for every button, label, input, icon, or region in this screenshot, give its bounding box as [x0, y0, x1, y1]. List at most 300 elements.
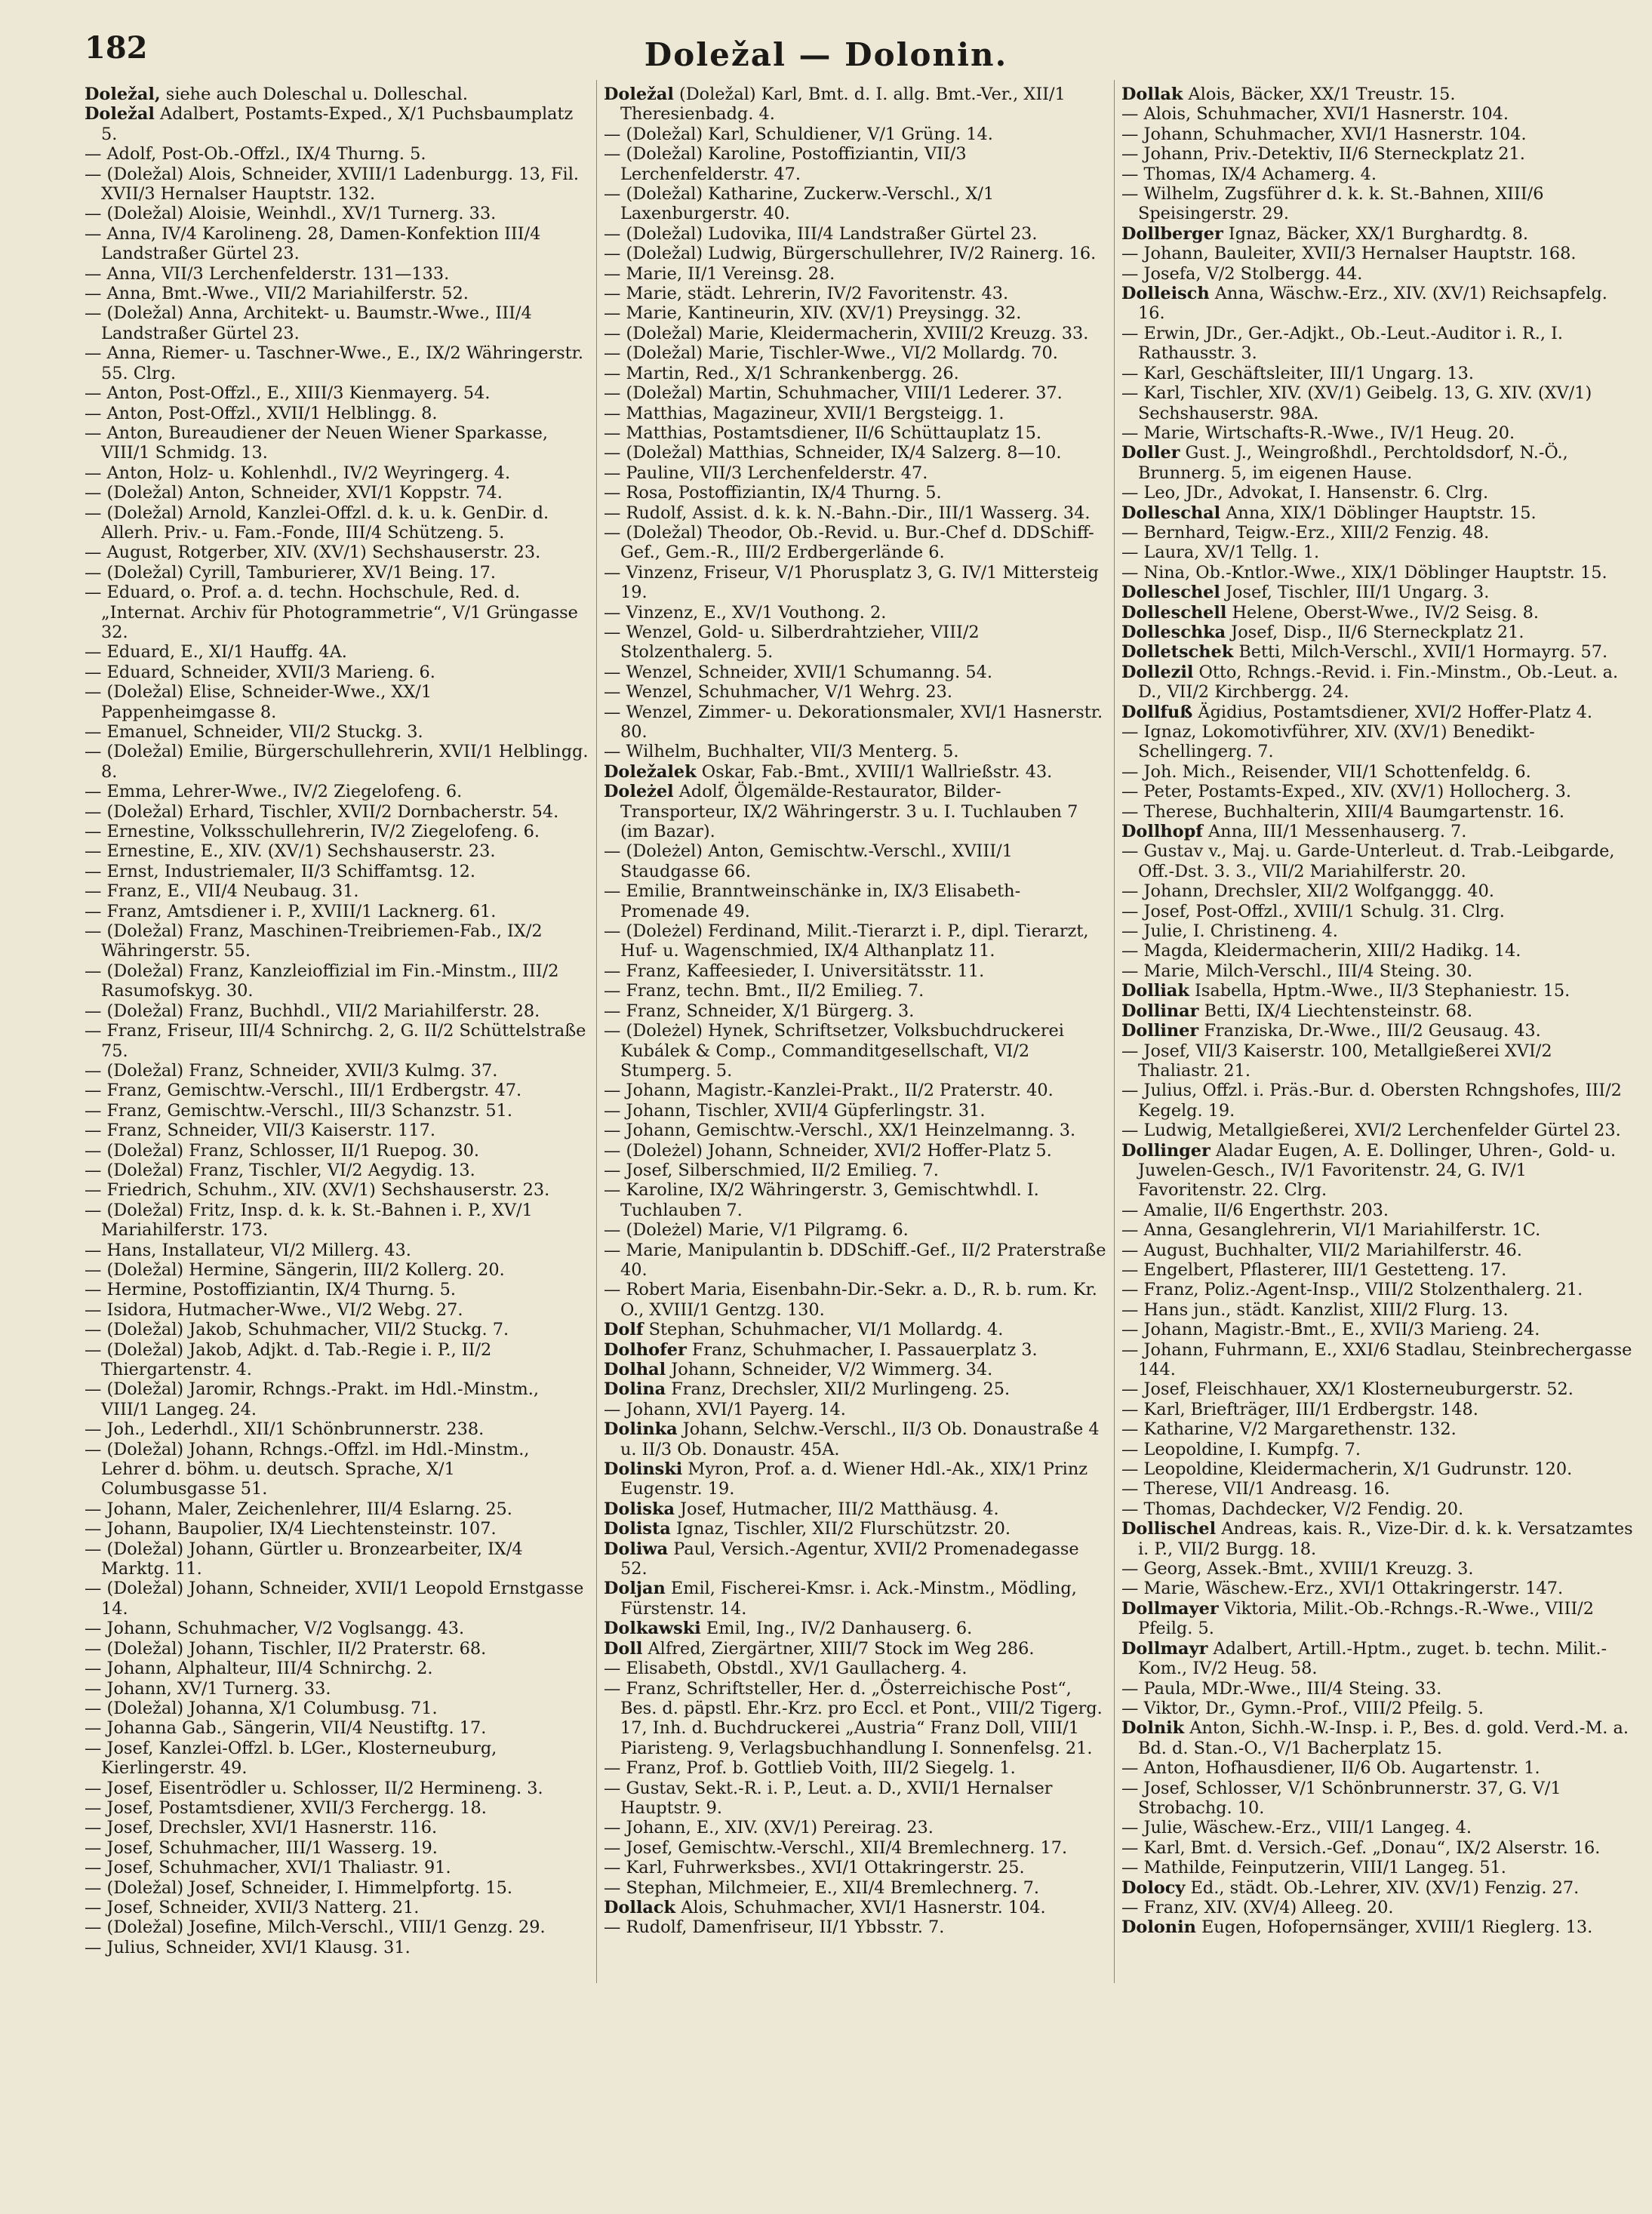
directory-entry [1121, 1241, 1635, 1260]
entry-detail: — August, Buchhalter, VII/2 Mariahilferstr. 46. [1121, 1240, 1522, 1260]
entry-detail: — Friedrich, Schuhm., XIV. (XV/1) Sechshauserstr. 23. [85, 1180, 550, 1201]
entry-detail: — (Doležal) Karl, Schuldiener, V/1 Grüng. 14. [604, 124, 993, 144]
entry-detail: — (Doležal) Katharine, Zuckerw.-Verschl., X/1 Laxenburgerstr. 40. [604, 184, 995, 224]
directory-entry [85, 503, 590, 543]
directory-entry [85, 1519, 590, 1539]
entry-detail: — Emanuel, Schneider, VII/2 Stuckg. 3. [85, 722, 423, 742]
entry-detail: — Joh., Lederhdl., XII/1 Schönbrunnerstr. 238. [85, 1419, 485, 1440]
directory-entry [1121, 1400, 1635, 1419]
directory-entry [604, 244, 1109, 263]
entry-surname: Dolletschek [1121, 642, 1234, 663]
entry-detail: — Marie, Wäschew.-Erz., XVI/1 Ottakringerstr. 147. [1121, 1579, 1564, 1599]
entry-detail: Paul, Versich.-Agentur, XVII/2 Promenadegasse 52. [620, 1539, 1079, 1579]
entry-detail: — (Doležal) Jaromir, Rchngs.-Prakt. im Hdl.-Minstm., VIII/1 Langeg. 24. [85, 1379, 539, 1419]
entry-detail: — Thomas, IX/4 Achamerg. 4. [1121, 164, 1377, 184]
entry-surname: Dolhal [604, 1360, 666, 1379]
entry-detail: Adolf, Ölgemälde-Restaurator, Bilder-Transporteur, IX/2 Währingerstr. 3 u. I. Tuchlauben 7 (im Bazar). [620, 782, 1078, 842]
directory-entry [85, 563, 590, 583]
entry-detail: — Josef, Fleischhauer, XX/1 Klosterneuburgerstr. 52. [1121, 1379, 1574, 1400]
directory-entry [1121, 364, 1635, 383]
directory-entry [604, 1141, 1109, 1161]
entry-detail: — (Doležal) Franz, Tischler, VI/2 Aegydig. 13. [85, 1160, 475, 1180]
directory-entry [85, 383, 590, 403]
directory-entry [85, 204, 590, 223]
directory-entry [85, 1619, 590, 1638]
directory-entry [85, 1061, 590, 1081]
entry-detail: — Marie, städt. Lehrerin, IV/2 Favoritenstr. 43. [604, 284, 1009, 304]
directory-entry [604, 1858, 1109, 1877]
entry-detail: Josef, Tischler, III/1 Ungarg. 3. [1220, 583, 1490, 603]
directory-entry [85, 802, 590, 822]
directory-entry [1121, 921, 1635, 941]
entry-detail: Adalbert, Artill.-Hptm., zuget. b. techn. Milit.-Kom., IV/2 Heug. 58. [1138, 1638, 1607, 1679]
directory-entry [85, 1260, 590, 1280]
column-3 [1121, 85, 1635, 1938]
directory-entry [604, 1459, 1109, 1499]
entry-detail: — Ignaz, Lokomotivführer, XIV. (XV/1) Benedikt-Schellingerg. 7. [1121, 722, 1535, 762]
directory-entry [1121, 423, 1635, 443]
directory-entry [1121, 483, 1635, 503]
entry-detail: — Johann, Drechsler, XII/2 Wolfganggg. 40. [1121, 881, 1494, 902]
entry-detail: Andreas, kais. R., Vize-Dir. d. k. k. Versatzamtes i. P., VII/2 Burgg. 18. [1138, 1519, 1633, 1559]
directory-entry [604, 1180, 1109, 1220]
directory-entry [604, 961, 1109, 981]
entry-detail: — (Doležal) Franz, Schlosser, II/1 Ruepog. 30. [85, 1140, 480, 1161]
directory-entry [604, 523, 1109, 563]
directory-entry [1121, 264, 1635, 284]
entry-detail: — Gustav, Sekt.-R. i. P., Leut. a. D., XVII/1 Hernalser Hauptstr. 9. [604, 1778, 1053, 1818]
entry-detail: — Marie, Wirtschafts-R.-Wwe., IV/1 Heug. 20. [1121, 423, 1515, 443]
directory-entry [604, 443, 1109, 463]
directory-entry [1121, 85, 1635, 104]
directory-entry [604, 1519, 1109, 1539]
directory-entry [1121, 284, 1635, 324]
entry-detail: — Wenzel, Gold- u. Silberdrahtzieher, VIII/2 Stolzenthalerg. 5. [604, 622, 980, 663]
directory-entry [85, 85, 590, 104]
entry-detail: — Johann, Priv.-Detektiv, II/6 Sterneckplatz 21. [1121, 144, 1525, 165]
column-1 [85, 85, 590, 1957]
directory-entry [85, 543, 590, 562]
entry-surname: Doller [1121, 443, 1180, 463]
entry-detail: — Franz, Kaffeesieder, I. Universitätsstr. 11. [604, 961, 985, 981]
directory-entry [1121, 1201, 1635, 1220]
entry-detail: — Vinzenz, E., XV/1 Vouthong. 2. [604, 602, 887, 623]
entry-detail: — Bernhard, Teigw.-Erz., XIII/2 Fenzig. 48. [1121, 522, 1490, 543]
directory-entry [1121, 1818, 1635, 1837]
entry-detail: — (Doležal) Ludwig, Bürgerschullehrer, IV/2 Rainerg. 16. [604, 244, 1097, 264]
entry-detail: — (Doleżel) Marie, V/1 Pilgramg. 6. [604, 1220, 909, 1241]
directory-entry [85, 144, 590, 164]
entry-surname: Dollmayer [1121, 1598, 1219, 1619]
entry-detail: — Hans, Installateur, VI/2 Millerg. 43. [85, 1240, 411, 1260]
entry-detail: — (Doležal) Franz, Buchhdl., VII/2 Mariahilferstr. 28. [85, 1001, 540, 1021]
entry-surname: Doleżel [604, 782, 674, 802]
entry-detail: — Karl, Briefträger, III/1 Erdbergstr. 148. [1121, 1399, 1478, 1419]
entry-detail: — Josef, Schuhmacher, XVI/1 Thaliastr. 91. [85, 1858, 451, 1878]
directory-entry [604, 1220, 1109, 1240]
directory-entry [1121, 503, 1635, 523]
directory-entry [1121, 1499, 1635, 1519]
directory-entry [604, 383, 1109, 403]
entry-surname: Dollinger [1121, 1140, 1211, 1161]
directory-entry [1121, 324, 1635, 364]
entry-detail: — Thomas, Dachdecker, V/2 Fendig. 20. [1121, 1499, 1464, 1519]
directory-entry [85, 1917, 590, 1937]
directory-entry [85, 782, 590, 801]
directory-entry [1121, 623, 1635, 642]
directory-entry [604, 144, 1109, 184]
entry-surname: Dolinski [604, 1459, 683, 1480]
directory-entry [604, 921, 1109, 961]
directory-entry [85, 1579, 590, 1619]
entry-detail: — Johann, E., XIV. (XV/1) Pereirag. 23. [604, 1818, 934, 1838]
entry-detail: Betti, IX/4 Liechtensteinstr. 68. [1198, 1001, 1473, 1021]
entry-detail: Johann, Selchw.-Verschl., II/3 Ob. Donaustraße 4 u. II/3 Ob. Donaustr. 45A. [620, 1419, 1100, 1459]
entry-detail: — Eduard, o. Prof. a. d. techn. Hochschule, Red. d. „Internat. Archiv für Photogrammetrie“, V/1 Grüngasse 32. [85, 583, 578, 642]
entry-detail: — Anton, Post-Offzl., E., XIII/3 Kienmayerg. 54. [85, 383, 491, 404]
directory-entry [1121, 523, 1635, 543]
entry-detail: Anna, Wäschw.-Erz., XIV. (XV/1) Reichsapfelg. 16. [1138, 284, 1607, 324]
entry-detail: — Marie, Manipulantin b. DDSchiff.-Gef., II/2 Praterstraße 40. [604, 1240, 1106, 1280]
entry-detail: Ägidius, Postamtsdiener, XVI/2 Hoffer-Platz 4. [1192, 702, 1592, 722]
directory-entry [1121, 1519, 1635, 1559]
directory-entry [604, 1021, 1109, 1081]
directory-entry [1121, 902, 1635, 921]
entry-detail: — Alois, Schuhmacher, XVI/1 Hasnerstr. 104. [1121, 104, 1509, 125]
directory-entry [85, 1180, 590, 1200]
entry-detail: — Julius, Offzl. i. Präs.-Bur. d. Obersten Rchngshofes, III/2 Kegelg. 19. [1121, 1081, 1622, 1121]
directory-entry [1121, 1758, 1635, 1778]
entry-detail: Alois, Bäcker, XX/1 Treustr. 15. [1183, 85, 1456, 104]
entry-detail: Anna, III/1 Messenhauserg. 7. [1202, 822, 1467, 842]
directory-entry [1121, 1379, 1635, 1399]
entry-detail: Ignaz, Tischler, XII/2 Flurschützstr. 20. [670, 1519, 1011, 1539]
directory-entry [1121, 1599, 1635, 1639]
directory-entry [85, 1021, 590, 1061]
entry-surname: Dollfuß [1121, 702, 1193, 722]
directory-entry [1121, 1898, 1635, 1917]
entry-surname: Dolonin [1121, 1917, 1196, 1938]
entry-detail: Franz, Schuhmacher, I. Passauerplatz 3. [686, 1339, 1038, 1360]
directory-entry [85, 483, 590, 503]
entry-detail: — (Doležal) Erhard, Tischler, XVII/2 Dornbacherstr. 54. [85, 801, 559, 822]
entry-detail: — (Doležal) Jakob, Adjkt. d. Tab.-Regie i. P., II/2 Thiergartenstr. 4. [85, 1339, 492, 1379]
directory-entry [85, 264, 590, 284]
entry-detail: — Josef, Silberschmied, II/2 Emilieg. 7. [604, 1160, 939, 1180]
entry-surname: Dollischel [1121, 1519, 1217, 1539]
directory-entry [604, 364, 1109, 383]
entry-surname: Dollmayr [1121, 1638, 1208, 1659]
directory-entry [85, 722, 590, 742]
directory-entry [85, 1838, 590, 1858]
directory-entry [1121, 1081, 1635, 1121]
entry-detail: Adalbert, Postamts-Exped., X/1 Puchsbaumplatz 5. [101, 104, 574, 144]
directory-entry [604, 1280, 1109, 1320]
directory-entry [85, 303, 590, 343]
entry-detail: — Paula, MDr.-Wwe., III/4 Steing. 33. [1121, 1678, 1442, 1699]
directory-entry [1121, 642, 1635, 662]
entry-detail: — Joh. Mich., Reisender, VII/1 Schottenfeldg. 6. [1121, 761, 1531, 782]
entry-surname: Doležal, [85, 85, 161, 104]
entry-detail: — Wenzel, Schuhmacher, V/1 Wehrg. 23. [604, 682, 953, 703]
directory-entry [1121, 1021, 1635, 1041]
entry-detail: — Nina, Ob.-Kntlor.-Wwe., XIX/1 Döblinger Hauptstr. 15. [1121, 562, 1607, 583]
entry-detail: — Franz, Gemischtw.-Verschl., III/1 Erdbergstr. 47. [85, 1081, 522, 1101]
entry-detail: — (Doležal) Hermine, Sängerin, III/2 Kollerg. 20. [85, 1259, 505, 1280]
entry-detail: — Johann, Bauleiter, XVII/3 Hernalser Hauptstr. 168. [1121, 244, 1577, 264]
directory-entry [85, 1938, 590, 1957]
entry-detail: — Eduard, Schneider, XVII/3 Marieng. 6. [85, 662, 435, 682]
entry-detail: Johann, Schneider, V/2 Wimmerg. 34. [666, 1360, 993, 1379]
entry-detail: Myron, Prof. a. d. Wiener Hdl.-Ak., XIX/1 Prinz Eugenstr. 19. [620, 1459, 1088, 1499]
directory-entry [1121, 244, 1635, 263]
directory-entry [604, 303, 1109, 323]
column-2 [604, 85, 1109, 1938]
directory-entry [604, 1639, 1109, 1659]
directory-entry [85, 862, 590, 881]
directory-entry [604, 1579, 1109, 1619]
entry-surname: Dolleisch [1121, 284, 1210, 304]
directory-entry [85, 1241, 590, 1260]
directory-entry [1121, 383, 1635, 423]
entry-detail: — Elisabeth, Obstdl., XV/1 Gaullacherg. 4. [604, 1659, 968, 1679]
directory-entry [1121, 125, 1635, 144]
entry-detail: — Marie, Kantineurin, XIV. (XV/1) Preysingg. 32. [604, 303, 1022, 324]
directory-entry [85, 961, 590, 1001]
entry-detail: — (Doležal) Josef, Schneider, I. Himmelpfortg. 15. [85, 1877, 512, 1898]
entry-detail: — Josef, Schuhmacher, III/1 Wasserg. 19. [85, 1837, 438, 1858]
directory-entry [604, 284, 1109, 303]
directory-entry [604, 1539, 1109, 1579]
entry-detail: — Amalie, II/6 Engerthstr. 203. [1121, 1200, 1389, 1220]
directory-entry [1121, 663, 1635, 703]
entry-surname: Dollinar [1121, 1001, 1199, 1021]
directory-entry [1121, 224, 1635, 244]
directory-entry [604, 483, 1109, 503]
directory-entry [85, 1440, 590, 1499]
directory-entry [85, 1320, 590, 1339]
entry-detail: — Karoline, IX/2 Währingerstr. 3, Gemischtwhdl. I. Tuchlauben 7. [604, 1180, 1039, 1220]
entry-detail: — Magda, Kleidermacherin, XIII/2 Hadikg. 14. [1121, 941, 1521, 961]
directory-entry [1121, 1718, 1635, 1758]
entry-detail: — Johann, Schuhmacher, XVI/1 Hasnerstr. 104. [1121, 124, 1527, 144]
entry-detail: — Vinzenz, Friseur, V/1 Phorusplatz 3, G. IV/1 Mittersteig 19. [604, 562, 1099, 603]
entry-surname: Dolnik [1121, 1718, 1185, 1739]
directory-entry [85, 1280, 590, 1299]
entry-detail: — Franz, Schneider, X/1 Bürgerg. 3. [604, 1001, 915, 1021]
directory-entry [85, 822, 590, 841]
entry-detail: — (Doležal) Marie, Tischler-Wwe., VI/2 Mollardg. 70. [604, 343, 1058, 364]
entry-detail: — (Doležal) Aloisie, Weinhdl., XV/1 Turnerg. 33. [85, 204, 497, 224]
directory-entry [1121, 603, 1635, 623]
directory-entry [604, 1241, 1109, 1281]
entry-detail: — (Doleżel) Hynek, Schriftsetzer, Volksbuchdruckerei Kubálek & Comp., Commanditgesellschaft, VI/2 Stumperg. 5. [604, 1021, 1064, 1081]
entry-detail: Anton, Sichh.-W.-Insp. i. P., Bes. d. gold. Verd.-M. a. Bd. d. Stan.-O., V/1 Bacherplatz 15. [1138, 1718, 1629, 1758]
directory-entry [1121, 1838, 1635, 1858]
entry-detail: — (Doležal) Franz, Maschinen-Treibriemen-Fab., IX/2 Währingerstr. 55. [85, 921, 543, 961]
entry-detail: — (Doležal) Karoline, Postoffiziantin, VII/3 Lerchenfelderstr. 47. [604, 144, 967, 184]
entry-detail: — (Doležal) Elise, Schneider-Wwe., XX/1 Pappenheimgasse 8. [85, 682, 432, 722]
entry-detail: — (Doležal) Cyrill, Tamburierer, XV/1 Being. 17. [85, 562, 497, 583]
directory-entry [604, 264, 1109, 284]
entry-detail: — Matthias, Postamtsdiener, II/6 Schüttauplatz 15. [604, 423, 1041, 443]
directory-entry [85, 1340, 590, 1380]
directory-entry [85, 1898, 590, 1917]
entry-detail: — Johann, Schuhmacher, V/2 Voglsangg. 43. [85, 1619, 465, 1639]
directory-entry [85, 1878, 590, 1898]
directory-entry [1121, 1779, 1635, 1819]
directory-entry [1121, 1340, 1635, 1380]
entry-detail: — (Doležal) Johann, Rchngs.-Offzl. im Hdl.-Minstm., Lehrer d. böhm. u. deutsch. Sprache, X/1 Columbusgasse 51. [85, 1439, 530, 1499]
directory-entry [1121, 1440, 1635, 1459]
directory-entry [85, 1858, 590, 1877]
entry-detail: — Karl, Bmt. d. Versich.-Gef. „Donau“, IX/2 Alserstr. 16. [1121, 1837, 1601, 1858]
directory-entry [604, 184, 1109, 224]
directory-entry [604, 663, 1109, 682]
directory-entry [85, 1539, 590, 1579]
directory-entry [1121, 144, 1635, 164]
directory-entry [604, 1400, 1109, 1419]
entry-detail: Stephan, Schuhmacher, VI/1 Mollardg. 4. [643, 1320, 1004, 1340]
entry-detail: — (Doležal) Anna, Architekt- u. Baumstr.-Wwe., III/4 Landstraßer Gürtel 23. [85, 303, 532, 343]
entry-detail: — Ernestine, E., XIV. (XV/1) Sechshauserstr. 23. [85, 841, 496, 862]
directory-entry [604, 1320, 1109, 1339]
entry-surname: Dolf [604, 1320, 644, 1340]
entry-detail: — Emilie, Branntweinschänke in, IX/3 Elisabeth-Promenade 49. [604, 881, 1021, 921]
entry-detail: — Mathilde, Feinputzerin, VIII/1 Langeg. 51. [1121, 1858, 1506, 1878]
directory-entry [1121, 1699, 1635, 1718]
directory-entry [85, 1499, 590, 1519]
directory-entry [85, 224, 590, 264]
entry-detail: Franziska, Dr.-Wwe., III/2 Geusaug. 43. [1198, 1021, 1541, 1041]
entry-detail: — Josef, Schlosser, V/1 Schönbrunnerstr. 37, G. V/1 Strobachg. 10. [1121, 1778, 1561, 1818]
entry-surname: Dolleschell [1121, 602, 1227, 623]
directory-entry [604, 463, 1109, 483]
entry-detail: — Johann, Baupolier, IX/4 Liechtensteinstr. 107. [85, 1519, 497, 1539]
entry-detail: — (Doležal) Franz, Schneider, XVII/3 Kulmg. 37. [85, 1060, 498, 1081]
entry-detail: — Franz, Prof. b. Gottlieb Voith, III/2 Siegelg. 1. [604, 1758, 1016, 1779]
entry-detail: — Laura, XV/1 Tellg. 1. [1121, 543, 1320, 563]
directory-entry [85, 583, 590, 642]
directory-entry [1121, 1917, 1635, 1937]
entry-surname: Doll [604, 1638, 643, 1659]
entry-detail: — Rudolf, Assist. d. k. k. N.-Bahn.-Dir., III/1 Wasserg. 34. [604, 503, 1091, 523]
entry-detail: Aladar Eugen, A. E. Dollinger, Uhren-, Gold- u. Juwelen-Gesch., IV/1 Favoritenstr. 24, G. IV/1 Favoritenstr. 22. Clrg. [1138, 1140, 1617, 1201]
entry-surname: Doljan [604, 1579, 666, 1599]
directory-entry [85, 1818, 590, 1837]
entry-detail: — (Doležal) Theodor, Ob.-Revid. u. Bur.-Chef d. DDSchiff-Gef., Gem.-R., III/2 Erdbergerlände 6. [604, 522, 1094, 563]
entry-detail: — Karl, Tischler, XIV. (XV/1) Geibelg. 13, G. XIV. (XV/1) Sechshauserstr. 98A. [1121, 383, 1592, 423]
directory-entry [85, 463, 590, 483]
entry-detail: Betti, Milch-Verschl., XVII/1 Hormayrg. 57. [1233, 642, 1608, 663]
entry-detail: — Therese, VII/1 Andreasg. 16. [1121, 1479, 1390, 1499]
directory-entry [604, 563, 1109, 603]
entry-detail: — Anna, IV/4 Karolineng. 28, Damen-Konfektion III/4 Landstraßer Gürtel 23. [85, 223, 541, 264]
directory-entry [604, 85, 1109, 125]
directory-entry [1121, 563, 1635, 583]
entry-detail: (Doležal) Karl, Bmt. d. I. allg. Bmt.-Ver., XII/1 Theresienbadg. 4. [620, 85, 1066, 125]
entry-detail: — (Doleżel) Ferdinand, Milit.-Tierarzt i. P., dipl. Tierarzt, Huf- u. Wagenschmied, IX/4 Althanplatz 11. [604, 921, 1089, 961]
entry-surname: Dollberger [1121, 223, 1223, 244]
entry-surname: Dolleschel [1121, 583, 1220, 603]
directory-entry [1121, 1121, 1635, 1140]
entry-detail: — Hermine, Postoffiziantin, IX/4 Thurng. 5. [85, 1280, 457, 1300]
directory-entry [85, 902, 590, 921]
entry-detail: — Peter, Postamts-Exped., XIV. (XV/1) Hollocherg. 3. [1121, 782, 1571, 802]
directory-entry [1121, 1280, 1635, 1299]
entry-detail: — Marie, II/1 Vereinsg. 28. [604, 263, 835, 284]
entry-detail: Alfred, Ziergärtner, XIII/7 Stock im Weg 286. [642, 1638, 1035, 1659]
entry-detail: — Gustav v., Maj. u. Garde-Unterleut. d. Trab.-Leibgarde, Off.-Dst. 3. 3., VII/2 Mariahilferstr. 20. [1121, 841, 1615, 881]
directory-entry [604, 224, 1109, 244]
entry-detail: — (Doleżel) Johann, Schneider, XVI/2 Hoffer-Platz 5. [604, 1140, 1052, 1161]
directory-entry [85, 1718, 590, 1738]
directory-entry [604, 1121, 1109, 1140]
entry-detail: Otto, Rchngs.-Revid. i. Fin.-Minstm., Ob.-Leut. a. D., VII/2 Kirchbergg. 24. [1138, 662, 1619, 703]
entry-detail: — Franz, Gemischtw.-Verschl., III/3 Schanzstr. 51. [85, 1100, 512, 1121]
directory-entry [604, 324, 1109, 343]
entry-detail: — (Doležal) Johann, Tischler, II/2 Praterstr. 68. [85, 1638, 487, 1659]
directory-entry [1121, 1679, 1635, 1699]
entry-detail: — Anna, VII/3 Lerchenfelderstr. 131—133. [85, 263, 450, 284]
entry-detail: Ignaz, Bäcker, XX/1 Burghardtg. 8. [1223, 223, 1528, 244]
directory-entry [604, 343, 1109, 363]
entry-detail: — Anna, Gesanglehrerin, VI/1 Mariahilferstr. 1C. [1121, 1220, 1541, 1241]
directory-entry [604, 1779, 1109, 1819]
entry-detail: — Ernestine, Volksschullehrerin, IV/2 Ziegelofeng. 6. [85, 822, 540, 842]
directory-entry [604, 623, 1109, 663]
entry-detail: — Johann, Maler, Zeichenlehrer, III/4 Eslarng. 25. [85, 1499, 512, 1519]
entry-detail: Franz, Drechsler, XII/2 Murlingeng. 25. [666, 1379, 1011, 1400]
directory-entry [604, 1898, 1109, 1917]
entry-detail: — Franz, XIV. (XV/4) Alleeg. 20. [1121, 1897, 1394, 1917]
directory-entry [604, 1659, 1109, 1678]
entry-detail: — Wenzel, Schneider, XVII/1 Schumanng. 54. [604, 662, 993, 682]
directory-entry [85, 1639, 590, 1659]
entry-surname: Dollhopf [1121, 822, 1203, 842]
entry-detail: — (Doležal) Anton, Schneider, XVI/1 Koppstr. 74. [85, 483, 503, 503]
entry-detail: Eugen, Hofopernsänger, XVIII/1 Rieglerg. 13. [1195, 1917, 1593, 1938]
entry-detail: — Johann, Fuhrmann, E., XXI/6 Stadlau, Steinbrechergasse 144. [1121, 1339, 1632, 1379]
entry-surname: Dollezil [1121, 662, 1194, 682]
directory-entry [1121, 762, 1635, 782]
directory-entry [604, 125, 1109, 144]
entry-detail: — Emma, Lehrer-Wwe., IV/2 Ziegelofeng. 6. [85, 782, 463, 802]
directory-entry [85, 1699, 590, 1718]
entry-surname: Dolleschal [1121, 503, 1221, 523]
directory-entry [604, 1161, 1109, 1180]
directory-entry [1121, 583, 1635, 602]
directory-entry [604, 503, 1109, 523]
entry-surname: Dolliak [1121, 981, 1189, 1001]
entry-surname: Doležal [604, 85, 674, 104]
entry-detail: — Ludwig, Metallgießerei, XVI/2 Lerchenfelder Gürtel 23. [1121, 1121, 1621, 1141]
entry-surname: Dolina [604, 1379, 666, 1400]
entry-detail: — Anton, Holz- u. Kohlenhdl., IV/2 Weyringerg. 4. [85, 463, 511, 483]
entry-surname: Dolocy [1121, 1877, 1186, 1898]
directory-entry [1121, 782, 1635, 801]
directory-entry [604, 782, 1109, 841]
entry-detail: — Julius, Schneider, XVI/1 Klausg. 31. [85, 1937, 411, 1957]
directory-entry [85, 165, 590, 204]
directory-entry [1121, 1559, 1635, 1579]
entry-detail: — Johann, XV/1 Turnerg. 33. [85, 1678, 331, 1699]
directory-entry [604, 1360, 1109, 1379]
directory-entry [1121, 443, 1635, 483]
entry-detail: — Therese, Buchhalterin, XIII/4 Baumgartenstr. 16. [1121, 801, 1565, 822]
directory-entry [1121, 1141, 1635, 1201]
entry-detail: Oskar, Fab.-Bmt., XVIII/1 Wallrießstr. 43. [696, 761, 1053, 782]
